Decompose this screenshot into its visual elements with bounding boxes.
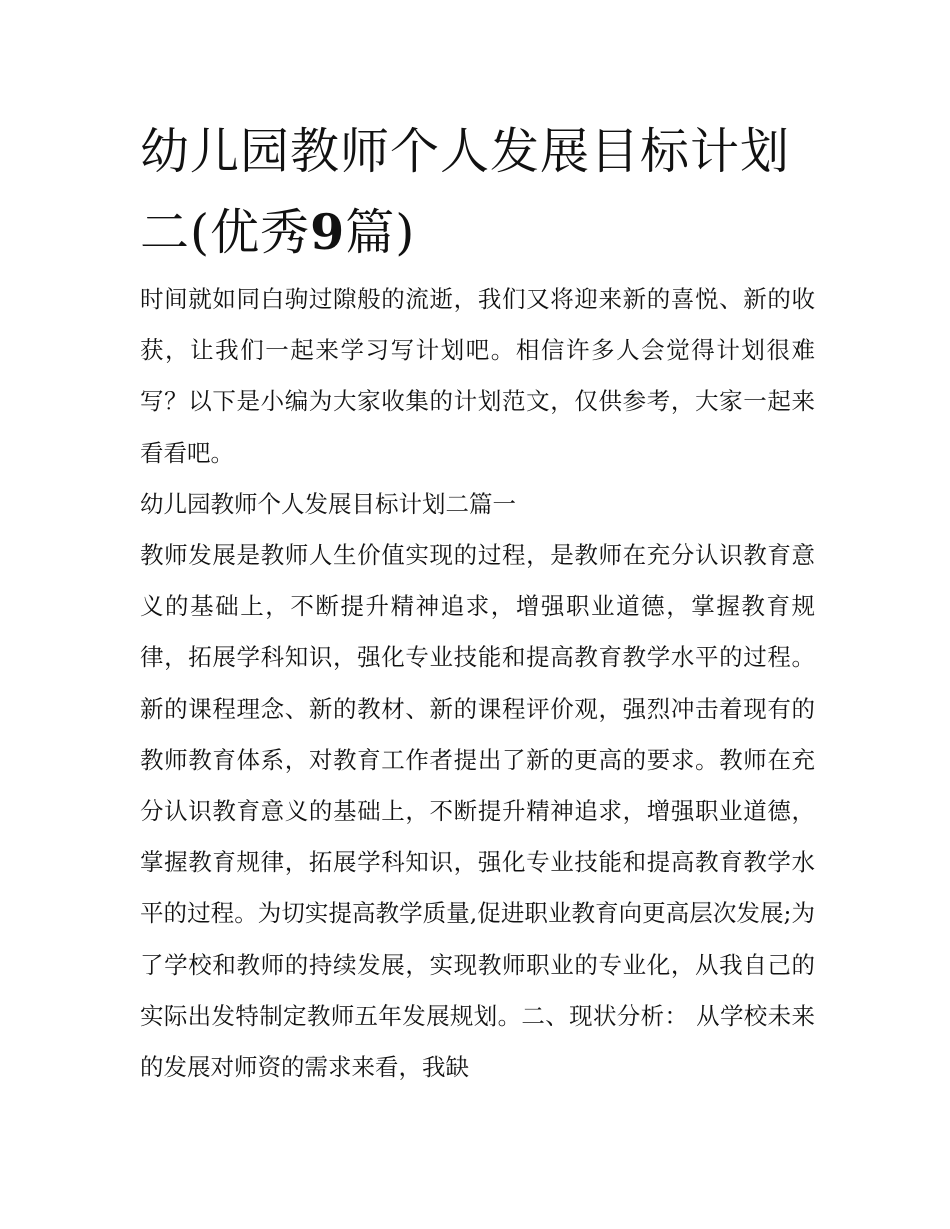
section-paragraph: 教师发展是教师人生价值实现的过程，是教师在充分认识教育意义的基础上，不断提升精神追求，增强职业道德，掌握教育规律，拓展学科知识，强化专业技能和提高教育教学水平的过程。新的课程理念、新的教材、新的课程评价观，强烈冲击着现有的教师教育体系，对教育工作者提出了新的更高的要求。教师在充分认识教育意义的基础上，不断提升精神追求，增强职业道德，掌握教育规律，拓展学科知识，强化专业技能和提高教育教学水平的过程。为切实提高教学质量,促进职业教育向更高层次发展;为了学校和教师的持续发展，实现教师职业的专业化，从我自己的实际出发特制定教师五年发展规划。二、现状分析： 从学校未来的发展对师资的需求来看，我缺 xyxy=(140,541,815,1082)
document-title xyxy=(140,112,820,273)
section-heading: 幼儿园教师个人发展目标计划二篇一 xyxy=(140,490,516,518)
title-text-end: 篇) xyxy=(345,204,416,261)
title-number: 9 xyxy=(310,203,346,261)
title-text: 幼儿园教师个人发展目标计划二(优秀 xyxy=(140,123,791,261)
intro-paragraph: 时间就如同白驹过隙般的流逝，我们又将迎来新的喜悦、新的收获，让我们一起来学习写计划吧。相信许多人会觉得计划很难写？以下是小编为大家收集的计划范文，仅供参考，大家一起来看看吧。 xyxy=(140,285,815,467)
